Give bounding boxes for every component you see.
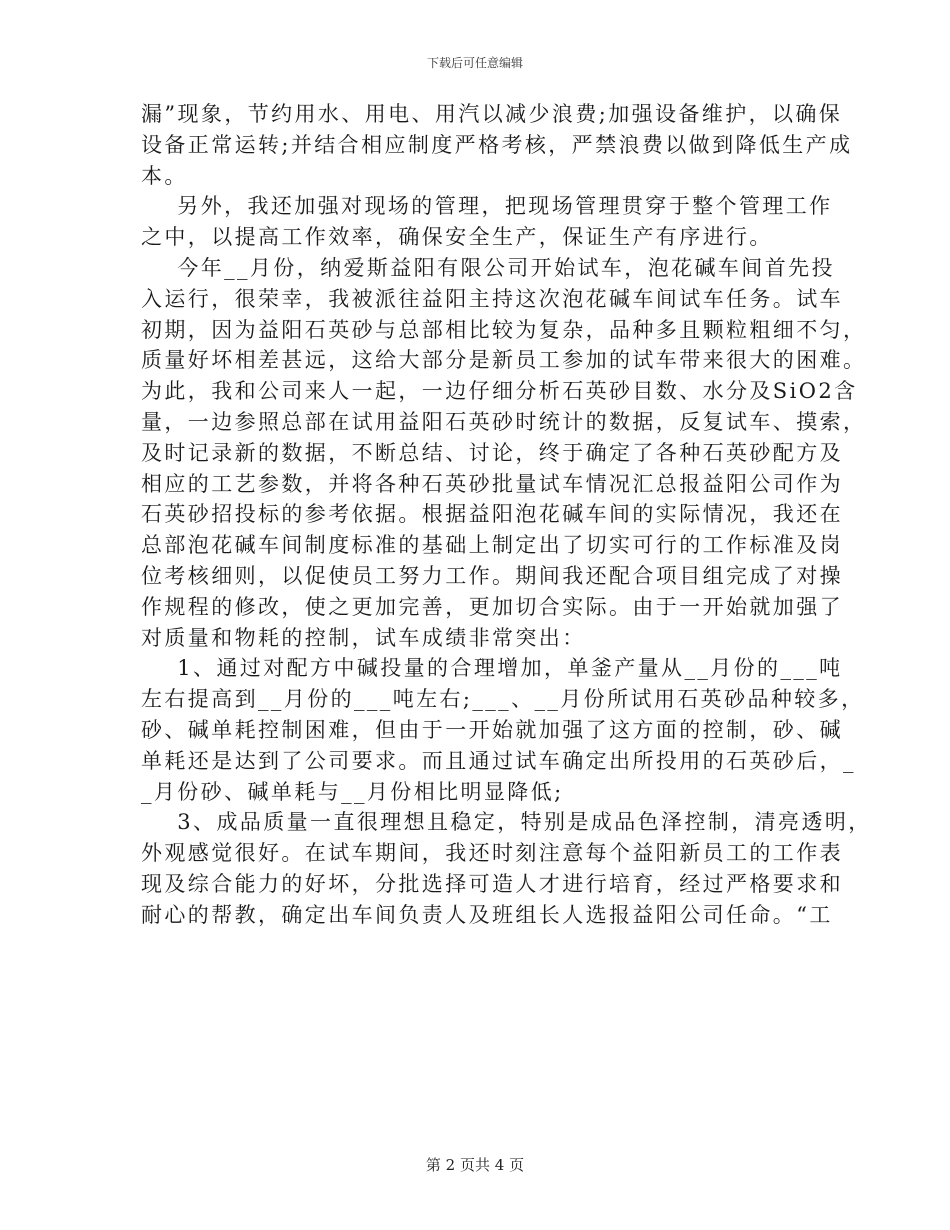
text-line: 量，一边参照总部在试用益阳石英砂时统计的数据，反复试车、摸索， <box>141 409 867 434</box>
text-line: 今年__月份，纳爱斯益阳有限公司开始试车，泡花碱车间首先投 <box>141 255 835 280</box>
text-line: 为此，我和公司来人一起，一边仔细分析石英砂目数、水分及SiO2含 <box>141 379 858 404</box>
text-line: 砂、碱单耗控制困难，但由于一开始就加强了这方面的控制，砂、碱 <box>141 717 843 742</box>
text-line: 对质量和物耗的控制，试车成绩非常突出： <box>141 625 586 650</box>
text-line: 3、成品质量一直很理想且稳定，特别是成品色泽控制，清亮透明， <box>141 810 872 835</box>
text-line: 质量好坏相差甚远，这给大部分是新员工参加的试车带来很大的困难。 <box>141 348 867 373</box>
text-line: 1、通过对配方中碱投量的合理增加，单釜产量从__月份的___吨 <box>141 656 843 681</box>
text-line: 单耗还是达到了公司要求。而且通过试车确定出所投用的石英砂后，_ <box>141 748 856 773</box>
text-line: 本。 <box>141 163 188 188</box>
text-line: 入运行，很荣幸，我被派往益阳主持这次泡花碱车间试车任务。试车 <box>141 286 843 311</box>
text-line: 及时记录新的数据，不断总结、讨论，终于确定了各种石英砂配方及 <box>141 440 843 465</box>
text-line: 设备正常运转;并结合相应制度严格考核，严禁浪费以做到降低生产成 <box>141 132 853 157</box>
text-line: 耐心的帮教，确定出车间负责人及班组长人选报益阳公司任命。“工 <box>141 902 833 927</box>
text-line: 现及综合能力的好坏，分批选择可造人才进行培育，经过严格要求和 <box>141 871 843 896</box>
text-line: 位考核细则，以促使员工努力工作。期间我还配合项目组完成了对操 <box>141 563 843 588</box>
text-line: _月份砂、碱单耗与__月份相比明显降低; <box>141 779 564 804</box>
document-body <box>141 99 872 931</box>
text-line: 初期，因为益阳石英砂与总部相比较为复杂，品种多且颗粒粗细不匀， <box>141 317 867 342</box>
text-line: 作规程的修改，使之更加完善，更加切合实际。由于一开始就加强了 <box>141 594 843 619</box>
text-line: 总部泡花碱车间制度标准的基础上制定出了切实可行的工作标准及岗 <box>141 533 843 558</box>
text-line: 漏”现象，节约用水、用电、用汽以减少浪费;加强设备维护，以确保 <box>141 102 843 126</box>
text-line: 之中，以提高工作效率，确保安全生产，保证生产有序进行。 <box>141 225 773 250</box>
page-number: 第 2 页共 4 页 <box>425 1156 525 1174</box>
text-line: 石英砂招投标的参考依据。根据益阳泡花碱车间的实际情况，我还在 <box>141 502 843 527</box>
text-line: 外观感觉很好。在试车期间，我还时刻注意每个益阳新员工的工作表 <box>141 841 843 866</box>
text-line: 另外，我还加强对现场的管理，把现场管理贯穿于整个管理工作 <box>141 194 833 219</box>
text-line: 左右提高到__月份的___吨左右;___、__月份所试用石英砂品种较多， <box>141 687 865 712</box>
page-header: 下载后可任意编辑 <box>426 56 523 70</box>
text-line: 相应的工艺参数，并将各种石英砂批量试车情况汇总报益阳公司作为 <box>141 471 843 496</box>
